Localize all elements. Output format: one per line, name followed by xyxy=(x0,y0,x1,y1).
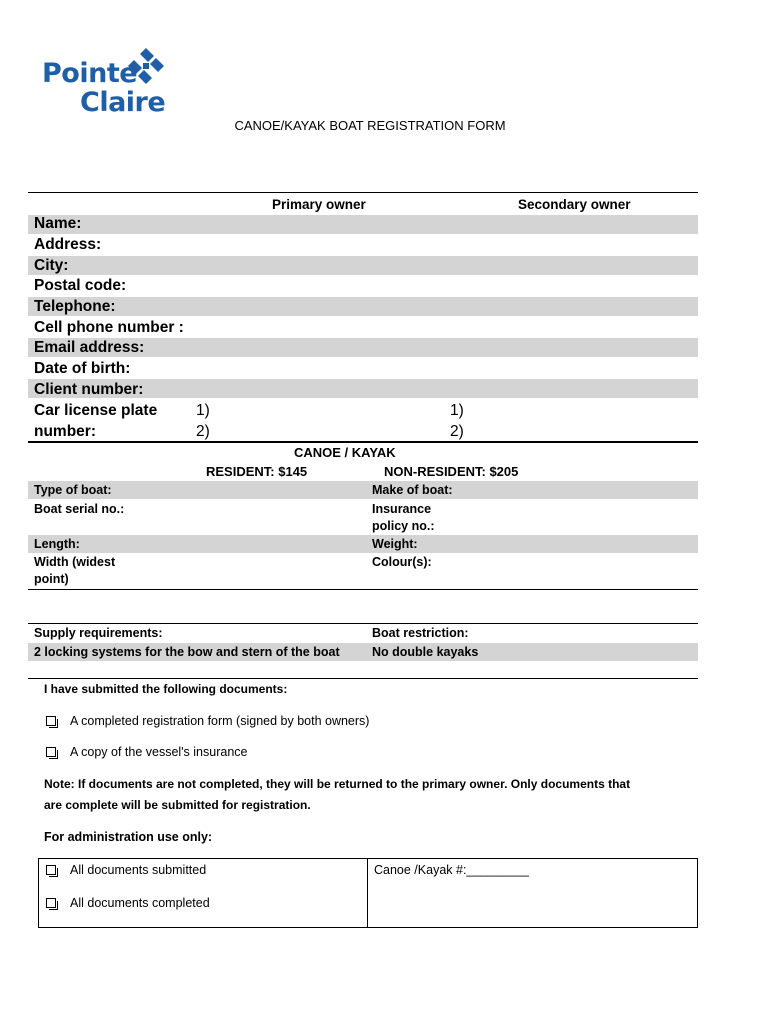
supply-value: 2 locking systems for the bow and stern of the boat xyxy=(34,645,340,659)
logo-word-pointe: Pointe xyxy=(42,58,138,89)
admin-divider xyxy=(367,858,368,928)
admin-item-submitted: All documents submitted xyxy=(70,863,207,877)
doc-item-insurance: A copy of the vessel's insurance xyxy=(70,745,248,759)
field-cell-label: Cell phone number : xyxy=(34,319,184,336)
weight-label: Weight: xyxy=(372,537,418,551)
restriction-label: Boat restriction: xyxy=(372,626,469,640)
boat-bottom-rule xyxy=(28,589,698,590)
length-label: Length: xyxy=(34,537,80,551)
admin-item-completed: All documents completed xyxy=(70,896,210,910)
documents-heading: I have submitted the following documents: xyxy=(44,682,288,696)
field-city-label: City: xyxy=(34,257,69,274)
insurance-label-1: Insurance xyxy=(372,502,432,516)
canoe-number-field[interactable]: Canoe /Kayak #:_________ xyxy=(374,863,529,877)
plate-secondary-1: 1) xyxy=(450,402,464,419)
pointe-claire-logo xyxy=(40,44,170,120)
row-band-telephone xyxy=(28,297,698,316)
owner-top-rule xyxy=(28,192,698,193)
width-label-2: point) xyxy=(34,572,69,586)
nonresident-price: NON-RESIDENT: $205 xyxy=(384,464,519,479)
make-of-boat-label: Make of boat: xyxy=(372,483,453,497)
admin-heading: For administration use only: xyxy=(44,830,213,844)
field-name-label: Name: xyxy=(34,215,82,232)
supply-label: Supply requirements: xyxy=(34,626,163,640)
field-email-label: Email address: xyxy=(34,339,145,356)
width-label-1: Width (widest xyxy=(34,555,116,569)
note-line-1: Note: If documents are not completed, they will be returned to the primary owner. Only documents that xyxy=(44,777,631,791)
doc-item-registration-form: A completed registration form (signed by both owners) xyxy=(70,714,370,728)
owner-bottom-rule xyxy=(28,441,698,443)
canoe-kayak-title: CANOE / KAYAK xyxy=(294,445,396,460)
row-band-name xyxy=(28,215,698,234)
restriction-value: No double kayaks xyxy=(372,645,479,659)
field-telephone-label: Telephone: xyxy=(34,298,116,315)
field-address-label: Address: xyxy=(34,236,102,253)
checkbox-insurance[interactable] xyxy=(46,747,56,757)
req-bottom-rule xyxy=(28,678,698,679)
plate-secondary-2: 2) xyxy=(450,423,464,440)
checkbox-registration-form[interactable] xyxy=(46,716,56,726)
field-postal-label: Postal code: xyxy=(34,277,127,294)
row-band-city xyxy=(28,256,698,275)
boat-band-length xyxy=(28,535,698,553)
plate-primary-2: 2) xyxy=(196,423,210,440)
logo-word-claire: Claire xyxy=(80,87,166,118)
field-client-label: Client number: xyxy=(34,381,144,398)
colour-label: Colour(s): xyxy=(372,555,432,569)
req-top-rule xyxy=(28,623,698,624)
boat-band-type xyxy=(28,481,698,499)
field-dob-label: Date of birth: xyxy=(34,360,131,377)
secondary-owner-header: Secondary owner xyxy=(518,197,631,212)
resident-price: RESIDENT: $145 xyxy=(206,464,308,479)
serial-label: Boat serial no.: xyxy=(34,502,125,516)
insurance-label-2: policy no.: xyxy=(372,519,435,533)
field-plate-label-1: Car license plate xyxy=(34,402,158,419)
type-of-boat-label: Type of boat: xyxy=(34,483,112,497)
checkbox-all-completed[interactable] xyxy=(46,898,56,908)
checkbox-all-submitted[interactable] xyxy=(46,865,56,875)
field-plate-label-2: number: xyxy=(34,423,96,440)
plate-primary-1: 1) xyxy=(196,402,210,419)
form-title: CANOE/KAYAK BOAT REGISTRATION FORM xyxy=(234,118,506,133)
primary-owner-header: Primary owner xyxy=(272,197,366,212)
note-line-2: are complete will be submitted for registration. xyxy=(44,798,311,812)
